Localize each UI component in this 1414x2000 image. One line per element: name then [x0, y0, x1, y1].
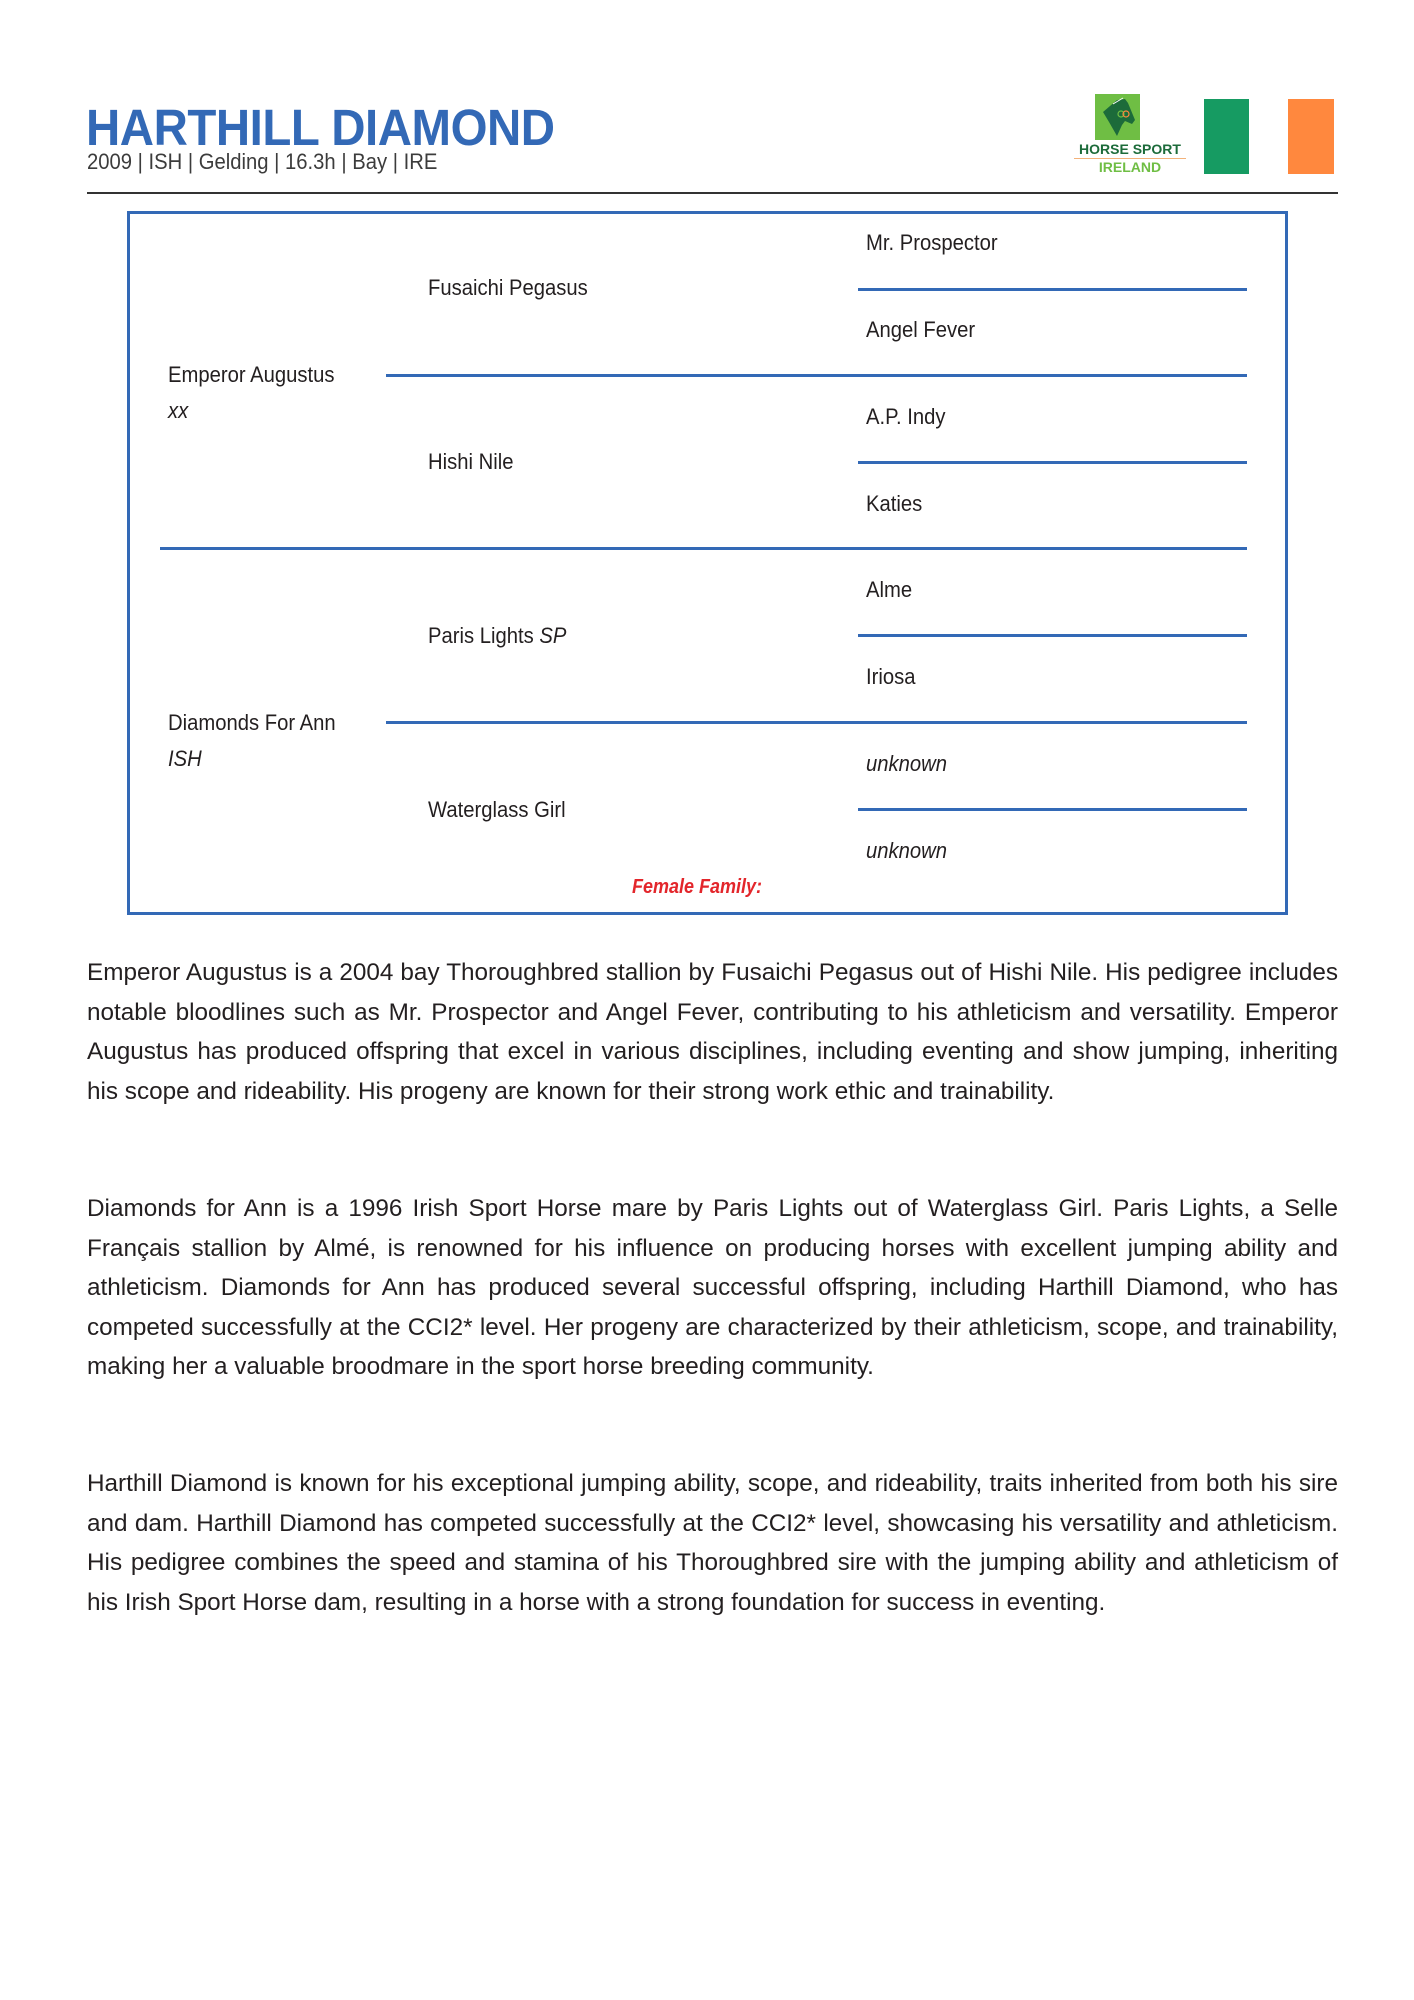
sire-breed: xx [168, 398, 189, 423]
gen2-divider [386, 374, 1247, 377]
horse-name-title: HARTHILL DIAMOND [86, 99, 555, 156]
dam-sire-name [428, 623, 566, 649]
gen2-divider [386, 721, 1247, 724]
sire-description: Emperor Augustus is a 2004 bay Thoroughbred stallion by Fusaichi Pegasus out of Hishi Nile. His pedigree includes notable bloodlines such as Mr. Prospector and Angel Fever, contributing to his athleticism and versatility. Emperor Augustus has produced offspring that excel in various disciplines, including eventing and show jumping, inheriting his scope and rideability. His progeny are known for their strong work ethic and trainability. [87, 959, 1338, 1105]
gen3-name: unknown [866, 838, 948, 863]
pedigree-chart [127, 211, 1288, 915]
logo-text-ireland: IRELAND [1098, 159, 1162, 175]
horse-sport-ireland-logo [1070, 94, 1190, 178]
gen3-name: Mr. Prospector [866, 230, 998, 255]
horse-head-icon [1095, 94, 1140, 140]
gen3-divider [858, 461, 1247, 464]
sire-dam-name: Hishi Nile [428, 449, 514, 474]
dam-sire-name-text: Paris Lights [428, 623, 534, 648]
irish-flag-orange-stripe [1288, 99, 1334, 174]
horse-details-subtitle: 2009 | ISH | Gelding | 16.3h | Bay | IRE [87, 149, 438, 174]
gen3-name: Angel Fever [866, 317, 976, 342]
horse-description: Harthill Diamond is known for his exceptional jumping ability, scope, and rideability, traits inherited from both his sire and dam. Harthill Diamond has competed successfully at the CCI2* level, showcasing his versatility and athleticism. His pedigree combines the speed and stamina of his Thoroughbred sire with the jumping ability and athleticism of his Irish Sport Horse dam, resulting in a horse with a strong foundation for success in eventing. [87, 1470, 1338, 1616]
sire-sire-name: Fusaichi Pegasus [428, 275, 588, 300]
dam-description: Diamonds for Ann is a 1996 Irish Sport Horse mare by Paris Lights out of Waterglass Girl. Paris Lights, a Selle Français stallion by Almé, is renowned for his influence on producing horses with excellent jumping ability and athleticism. Diamonds for Ann has produced several successful offspring, including Harthill Diamond, who has competed successfully at the CCI2* level. Her progeny are characterized by their athleticism, scope, and trainability, making her a valuable broodmare in the sport horse breeding community. [87, 1195, 1338, 1381]
gen3-name: A.P. Indy [866, 404, 946, 429]
sire-name: Emperor Augustus [168, 362, 335, 387]
gen3-name: Iriosa [866, 664, 916, 689]
gen3-name: Alme [866, 577, 913, 602]
dam-sire-breed: SP [539, 623, 567, 648]
gen3-divider [858, 288, 1247, 291]
header-divider [87, 192, 1338, 194]
gen3-name: Katies [866, 491, 923, 516]
logo-text-horse-sport: HORSE SPORT [1079, 141, 1181, 157]
dam-dam-name: Waterglass Girl [428, 797, 566, 822]
dam-breed: ISH [168, 746, 202, 771]
irish-flag-green-stripe [1204, 99, 1249, 174]
gen3-divider [858, 634, 1247, 637]
gen3-name: unknown [866, 751, 948, 776]
gen3-divider [858, 808, 1247, 811]
gen1-divider [160, 547, 1247, 550]
female-family-label: Female Family: [632, 876, 763, 898]
dam-name: Diamonds For Ann [168, 710, 336, 735]
